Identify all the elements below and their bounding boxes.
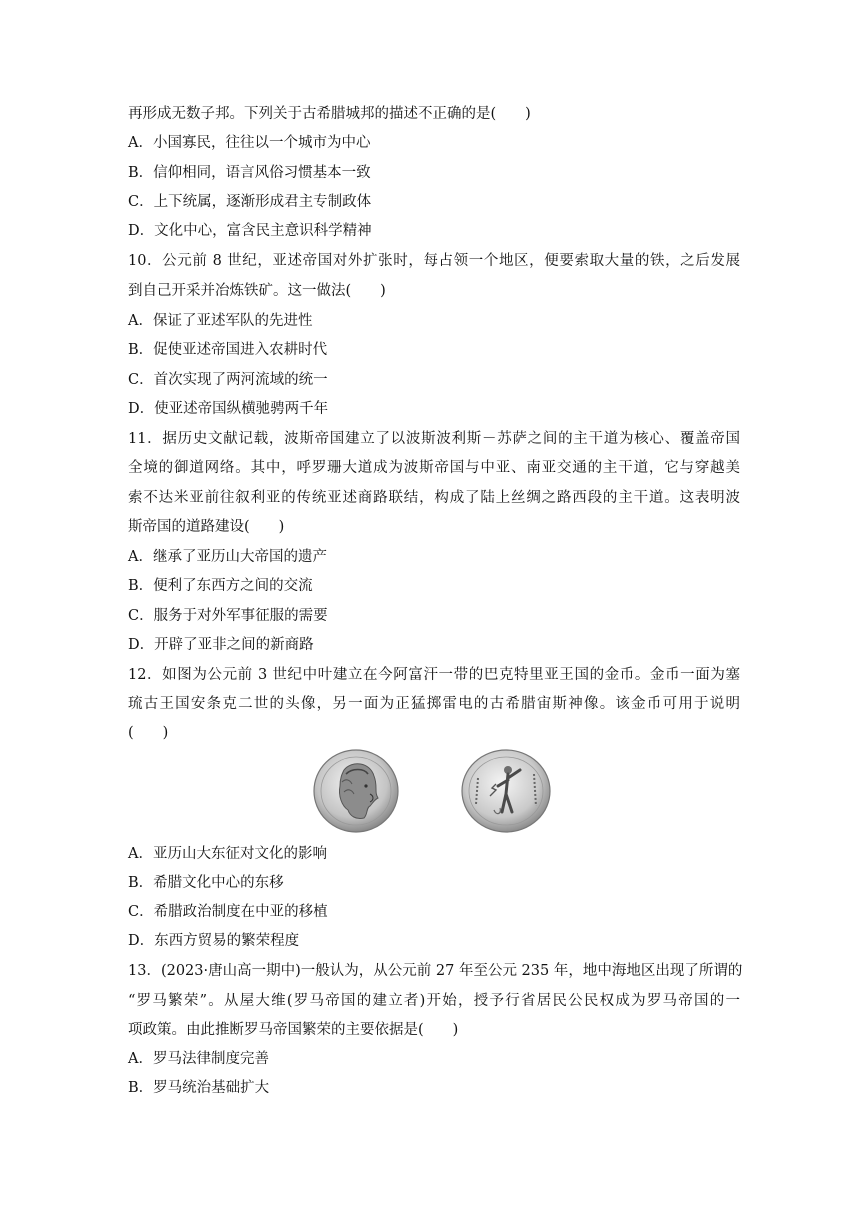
q9-stem-continuation: 再形成无数子邦。下列关于古希腊城邦的描述不正确的是( ) xyxy=(128,106,531,122)
q11-option-b: B．便利了东西方之间的交流 xyxy=(128,578,313,594)
coin-zeus-image xyxy=(460,748,552,834)
q9-option-c: C．上下统属，逐渐形成君主专制政体 xyxy=(128,194,372,210)
q10-option-b: B．促使亚述帝国进入农耕时代 xyxy=(128,342,328,358)
q13-stem-line-3: 项政策。由此推断罗马帝国繁荣的主要依据是( ) xyxy=(128,1022,459,1038)
q11-stem-line-1: 11．据历史文献记载，波斯帝国建立了以波斯波利斯－苏萨之间的主干道为核心、覆盖帝国 xyxy=(128,431,740,447)
q9-option-b: B．信仰相同，语言风俗习惯基本一致 xyxy=(128,165,371,181)
q11-option-d: D．开辟了亚非之间的新商路 xyxy=(128,637,314,653)
q10-stem-line-2: 到自己开采并冶炼铁矿。这一做法( ) xyxy=(128,283,386,299)
q12-option-a: A．亚历山大东征对文化的影响 xyxy=(128,846,327,862)
q10-option-a: A．保证了亚述军队的先进性 xyxy=(128,313,313,329)
q11-stem-line-3: 索不达米亚前往叙利亚的传统亚述商路联结，构成了陆上丝绸之路西段的主干道。这表明波 xyxy=(128,490,740,506)
q12-stem-line-3: ( ) xyxy=(128,725,169,741)
q9-option-a: A．小国寡民，往往以一个城市为中心 xyxy=(128,135,371,151)
q13-stem-line-1: 13．(2023·唐山高一期中)一般认为，从公元前 27 年至公元 235 年，地中海地区出现了所谓的 xyxy=(128,963,743,979)
q12-stem-line-1: 12．如图为公元前 3 世纪中叶建立在今阿富汗一带的巴克特里亚王国的金币。金币一面为塞 xyxy=(128,667,740,683)
q10-option-c: C．首次实现了两河流域的统一 xyxy=(128,372,328,388)
q12-stem-line-2: 琉古王国安条克二世的头像，另一面为正猛掷雷电的古希腊宙斯神像。该金币可用于说明 xyxy=(128,696,740,712)
coin-figure xyxy=(312,748,552,834)
q11-option-a: A．继承了亚历山大帝国的遗产 xyxy=(128,549,327,565)
q10-stem-line-1: 10．公元前 8 世纪，亚述帝国对外扩张时，每占领一个地区，便要索取大量的铁，之后发展 xyxy=(128,253,740,269)
q9-option-d: D．文化中心，富含民主意识科学精神 xyxy=(128,223,372,239)
q12-option-d: D．东西方贸易的繁荣程度 xyxy=(128,933,300,949)
q11-stem-line-4: 斯帝国的道路建设( ) xyxy=(128,519,285,535)
q13-stem-line-2: “罗马繁荣”。从屋大维(罗马帝国的建立者)开始，授予行省居民公民权成为罗马帝国的一 xyxy=(128,993,740,1009)
coin-portrait-image xyxy=(312,748,400,834)
q11-option-c: C．服务于对外军事征服的需要 xyxy=(128,608,328,624)
q10-option-d: D．使亚述帝国纵横驰骋两千年 xyxy=(128,401,329,417)
q12-option-b: B．希腊文化中心的东移 xyxy=(128,875,284,891)
q13-option-a: A．罗马法律制度完善 xyxy=(128,1051,269,1067)
q11-stem-line-2: 全境的御道网络。其中，呼罗珊大道成为波斯帝国与中亚、南亚交通的主干道，它与穿越美 xyxy=(128,460,740,476)
q12-option-c: C．希腊政治制度在中亚的移植 xyxy=(128,904,328,920)
q13-option-b: B．罗马统治基础扩大 xyxy=(128,1080,270,1096)
